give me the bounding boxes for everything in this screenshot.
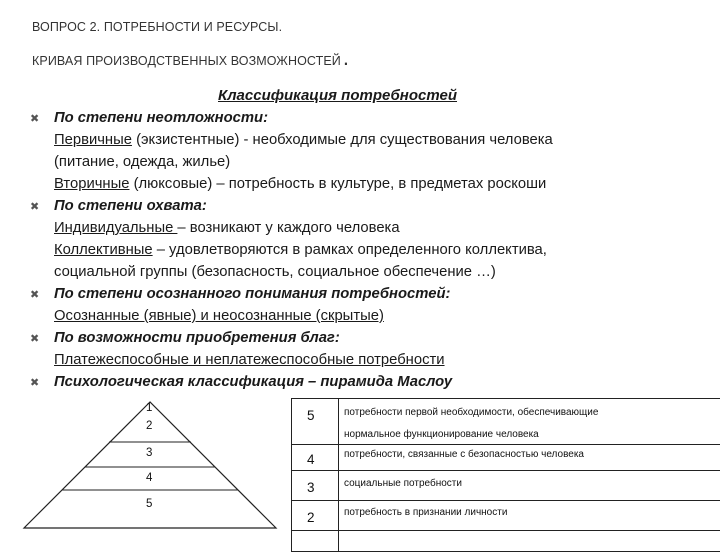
row-num-box bbox=[291, 398, 339, 446]
row-desc-a: потребность в признании личности bbox=[344, 507, 508, 518]
row-num: 5 bbox=[307, 408, 315, 423]
section3-line: Осознанные (явные) и неосознанные (скрытые) bbox=[54, 308, 384, 324]
row-desc-a: социальные потребности bbox=[344, 478, 462, 489]
primary-term: Первичные bbox=[54, 132, 132, 148]
pyramid-level-4: 4 bbox=[146, 472, 153, 484]
classification-title: Классификация потребностей bbox=[218, 87, 458, 104]
section1-secondary bbox=[54, 175, 546, 193]
pyramid-level-5: 5 bbox=[146, 498, 153, 510]
slide-header-line1: ВОПРОС 2. ПОТРЕБНОСТИ И РЕСУРСЫ. bbox=[32, 20, 283, 34]
x-bullet-icon: ✖ bbox=[30, 201, 40, 213]
section2-heading: По степени охвата: bbox=[54, 198, 207, 214]
section2-collective-cont: социальной группы (безопасность, социальное обеспечение …) bbox=[54, 264, 496, 280]
x-bullet-icon: ✖ bbox=[30, 333, 40, 345]
section4-line: Платежеспособные и неплатежеспособные потребности bbox=[54, 352, 445, 368]
header-line2-text: КРИВАЯ ПРОИЗВОДСТВЕННЫХ ВОЗМОЖНОСТЕЙ bbox=[32, 54, 341, 68]
row-num: 2 bbox=[307, 510, 315, 525]
pyramid-level-3: 3 bbox=[146, 447, 153, 459]
header-line2-dot: . bbox=[342, 45, 350, 70]
primary-rest: (экзистентные) - необходимые для существования человека bbox=[131, 132, 553, 148]
section3-heading: По степени осознанного понимания потребностей: bbox=[54, 286, 451, 302]
section1-primary-cont: (питание, одежда, жилье) bbox=[54, 154, 231, 170]
section2-individual bbox=[54, 219, 400, 237]
pyramid-level-1: 1 bbox=[146, 402, 153, 414]
x-bullet-icon: ✖ bbox=[30, 289, 40, 301]
row-desc-b: нормальное функционирование человека bbox=[344, 429, 539, 440]
row-num-box bbox=[291, 470, 339, 502]
row-desc-a: потребности, связанные с безопасностью человека bbox=[344, 449, 584, 460]
row-num-box-partial bbox=[291, 530, 339, 552]
section4-heading: По возможности приобретения благ: bbox=[54, 330, 340, 346]
row-desc-box-partial bbox=[338, 530, 720, 552]
slide-header-line2 bbox=[32, 45, 350, 70]
x-bullet-icon: ✖ bbox=[30, 377, 40, 389]
row-num-box bbox=[291, 444, 339, 472]
individual-rest: – возникают у каждого человека bbox=[177, 220, 400, 236]
section1-heading: По степени неотложности: bbox=[54, 110, 268, 126]
row-num-box bbox=[291, 500, 339, 532]
section5-heading: Психологическая классификация – пирамида Маслоу bbox=[54, 374, 453, 390]
section2-collective bbox=[54, 241, 547, 259]
row-num: 4 bbox=[307, 452, 315, 467]
secondary-rest: (люксовые) – потребность в культуре, в предметах роскоши bbox=[129, 176, 547, 192]
x-bullet-icon: ✖ bbox=[30, 113, 40, 125]
row-desc-a: потребности первой необходимости, обеспечивающие bbox=[344, 407, 599, 418]
pyramid-level-2: 2 bbox=[146, 420, 153, 432]
individual-term: Индивидуальные bbox=[54, 220, 178, 236]
secondary-term: Вторичные bbox=[54, 176, 130, 192]
row-num: 3 bbox=[307, 480, 315, 495]
section1-primary bbox=[54, 131, 553, 149]
collective-term: Коллективные bbox=[54, 242, 153, 258]
collective-rest: – удовлетворяются в рамках определенного коллектива, bbox=[152, 242, 547, 258]
